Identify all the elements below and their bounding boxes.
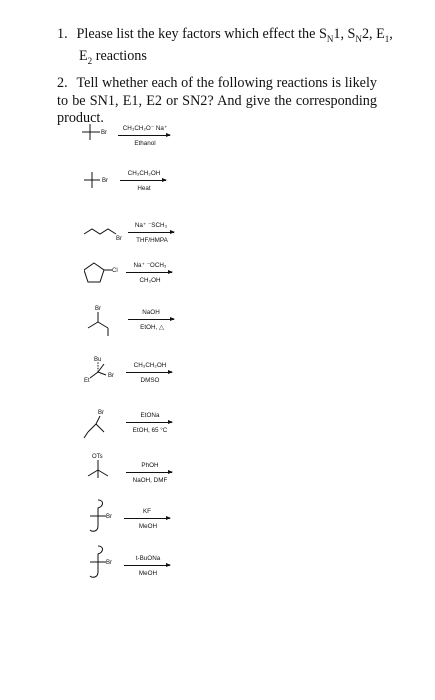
reaction-2-reagent-above: CH₃CH₂OH (127, 170, 161, 177)
reaction-1-reagent-below: Ethanol (134, 140, 156, 147)
question-2-text: Tell whether each of the following reactions is likely to be SN1, E1, E2 or SN2? And give the corresponding product. (57, 75, 377, 126)
reaction-2-reagent-below: Heat (137, 185, 151, 192)
reaction-6-reagent-below: DMSO (140, 377, 160, 384)
question-1-line1: Please list the key factors which effect the S (76, 26, 327, 42)
reaction-10-substrate (84, 544, 134, 589)
question-1-line2 (57, 48, 407, 70)
reaction-10-br-label: Br (106, 560, 112, 566)
reaction-8-arrow (126, 472, 172, 473)
reaction-5-reagent-below: EtOH, △ (140, 324, 164, 331)
question-1-line2-end: reactions (95, 48, 147, 65)
reaction-7-br-label: Br (98, 410, 104, 416)
reaction-7-substrate (82, 406, 132, 446)
question-1-sub-1: 1 (384, 33, 390, 44)
reaction-1-reagent-above: CH₃CH₂O⁻ Na⁺ (122, 125, 168, 132)
reaction-2-arrow (120, 180, 166, 181)
reaction-6-br-label: Br (108, 373, 114, 379)
reaction-7-reagent-below: EtOH, 65 °C (132, 427, 168, 434)
reaction-6-arrow (126, 372, 172, 373)
reaction-5-reagent-above: NaOH (142, 309, 160, 316)
reaction-3-reagent-below: THF/HMPA (136, 237, 168, 244)
reaction-5-substrate (84, 302, 134, 342)
reaction-1-arrow (118, 135, 170, 136)
reaction-4-cl-label: Cl (112, 268, 118, 274)
reaction-9-reagent-above: KF (142, 508, 152, 515)
reaction-1-br-label: Br (101, 130, 107, 136)
reaction-3-arrow (128, 232, 174, 233)
reaction-7-arrow (126, 422, 172, 423)
reaction-5-arrow (128, 319, 174, 320)
reaction-9-reagent-below: MeOH (138, 523, 158, 530)
question-1-line1-end: 2, E (361, 26, 385, 42)
question-1-sub-n2: N (355, 33, 362, 44)
reaction-6-bu-label: Bu (94, 357, 102, 363)
reaction-8-reagent-below: NaOH, DMF (132, 477, 168, 484)
reaction-9-substrate (84, 498, 134, 543)
reaction-4-reagent-above: Na⁺ ⁻OCH₃ (133, 262, 167, 269)
reaction-9-br-label: Br (106, 514, 112, 520)
question-1-sub-n1: N (326, 33, 334, 44)
reaction-3-reagent-above: Na⁺ ⁻SCH₃ (134, 222, 168, 229)
reaction-6-et-label: Et (84, 378, 90, 384)
reaction-4-reagent-below: CH₃OH (139, 277, 161, 284)
reaction-10-reagent-above: t-BuONa (135, 555, 161, 562)
reaction-7-reagent-above: EtONa (140, 412, 160, 419)
reaction-9-arrow (124, 518, 170, 519)
reaction-10-arrow (124, 565, 170, 566)
reaction-6-substrate (84, 354, 134, 394)
reaction-3-substrate (82, 222, 132, 252)
question-1-comma: , (389, 26, 393, 42)
question-1-line2-sub: 2 (87, 56, 93, 67)
reaction-2-br-label: Br (102, 178, 108, 184)
question-1-line1-rest: 1, S (333, 26, 356, 42)
question-1-line2-e: E (79, 48, 88, 65)
reaction-5-br-label: Br (95, 306, 101, 312)
question-1-number: 1. (57, 26, 68, 42)
reaction-8-ots-label: OTs (92, 454, 103, 460)
question-2-number: 2. (57, 75, 68, 91)
question-1 (57, 26, 407, 71)
reaction-4-arrow (126, 272, 172, 273)
reaction-10-reagent-below: MeOH (138, 570, 158, 577)
reaction-6-reagent-above: CH₃CH₂OH (133, 362, 167, 369)
reaction-8-reagent-above: PhOH (141, 462, 159, 469)
reaction-3-br-label: Br (116, 236, 122, 242)
